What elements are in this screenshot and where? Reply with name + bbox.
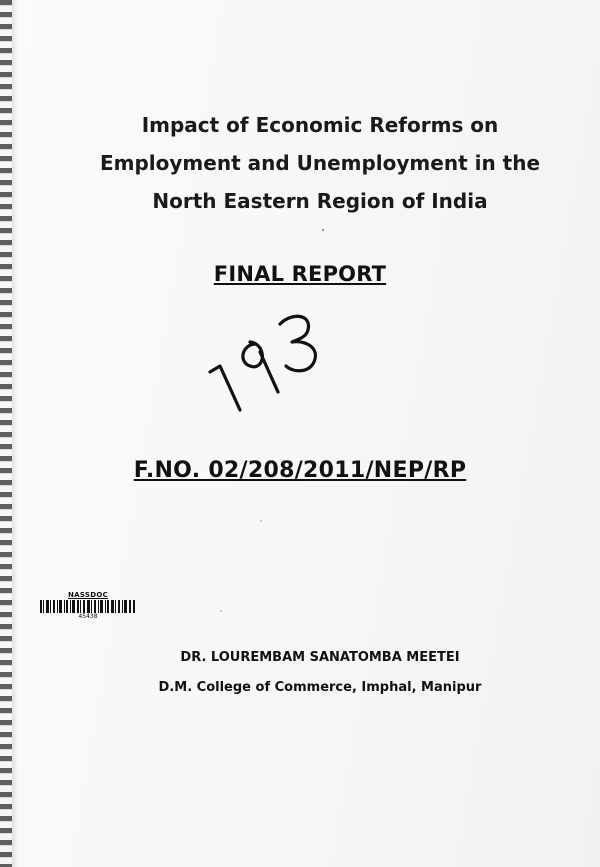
- paper-speck: [322, 229, 324, 231]
- barcode-accession-number: 45438: [78, 613, 98, 620]
- barcode-org-label: NASSDOC: [67, 591, 109, 599]
- file-number: F.NO. 02/208/2011/NEP/RP: [133, 458, 467, 483]
- title-line-1: Impact of Economic Reforms on: [141, 113, 499, 137]
- author-name: DR. LOUREMBAM SANATOMBA MEETEI: [180, 650, 460, 665]
- barcode-icon: [38, 600, 138, 613]
- binding-shadow: [12, 0, 18, 867]
- title-line-3: North Eastern Region of India: [152, 189, 488, 213]
- handwritten-number-193: [198, 300, 338, 420]
- paper-speck: [260, 520, 262, 522]
- report-type-heading: FINAL REPORT: [213, 262, 387, 286]
- spiral-binding: [0, 0, 12, 867]
- paper-speck: [220, 610, 222, 612]
- library-barcode-label: [38, 591, 138, 627]
- author-affiliation: D.M. College of Commerce, Imphal, Manipur: [158, 680, 482, 695]
- title-line-2: Employment and Unemployment in the: [99, 151, 541, 175]
- report-title: [40, 106, 600, 220]
